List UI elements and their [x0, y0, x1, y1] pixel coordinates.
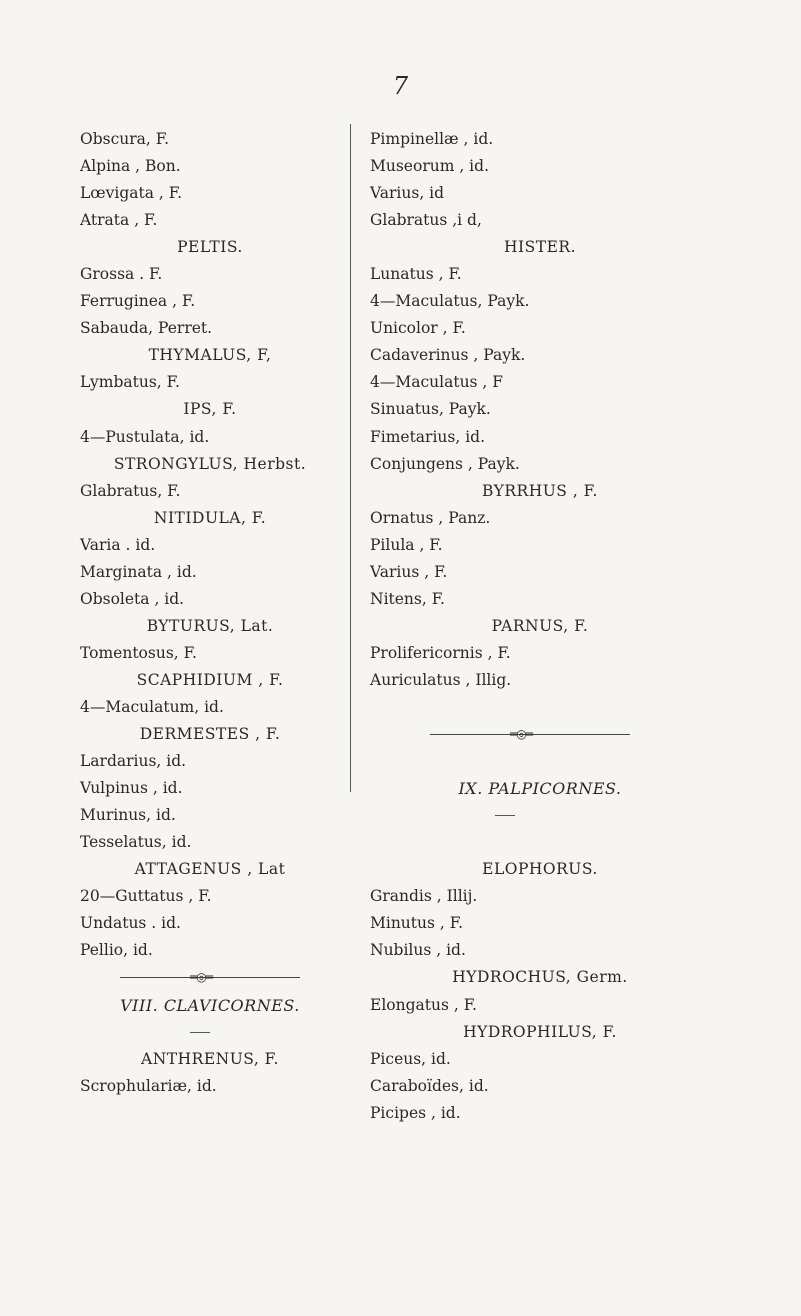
species-entry: Glabratus, F. [80, 481, 181, 500]
genus-heading: HISTER. [503, 238, 576, 257]
species-entry: Grossa . F. [80, 265, 163, 284]
species-entry: Vulpinus , id. [80, 779, 183, 798]
section-dash [80, 1019, 340, 1046]
species-entry: Alpina , Bon. [80, 157, 181, 176]
species-entry: Marginata , id. [80, 562, 197, 581]
species-entry: 4—Maculatus, Payk. [370, 292, 530, 311]
genus-heading: NITIDULA, F. [153, 508, 267, 527]
genus-heading: DERMESTES , F. [139, 725, 281, 744]
section-ornament [370, 721, 710, 748]
species-entry: Sinuatus, Payk. [370, 400, 491, 419]
species-entry: Obscura, F. [80, 130, 170, 148]
species-entry: Picipes , id. [370, 1103, 461, 1122]
species-entry: Grandis , Illij. [370, 887, 478, 906]
species-entry: Lymbatus, F. [80, 373, 180, 392]
section-dash [370, 802, 710, 829]
genus-heading: ELOPHORUS. [482, 860, 598, 879]
dash-rule [495, 815, 515, 816]
species-entry: Auriculatus , Illig. [370, 670, 512, 689]
species-entry: Minutus , F. [370, 914, 464, 933]
species-entry: Murinus, id. [80, 806, 176, 825]
species-entry: Lunatus , F. [370, 265, 462, 284]
genus-heading: BYRRHUS , F. [482, 481, 598, 500]
species-entry: 4—Maculatum, id. [80, 697, 224, 716]
page-number: 7 [392, 72, 409, 100]
blank-line [370, 829, 710, 856]
genus-heading: BYTURUS, Lat. [146, 616, 274, 635]
species-entry: Unicolor , F. [370, 319, 466, 338]
blank-line [370, 748, 710, 775]
species-entry: Undatus . id. [80, 914, 181, 933]
species-entry: Nubilus , id. [370, 941, 466, 960]
genus-heading: ATTAGENUS , Lat [134, 860, 286, 879]
genus-heading: HYDROCHUS, Germ. [452, 968, 628, 987]
genus-heading: HYDROPHILUS, F. [463, 1022, 617, 1041]
species-entry: Glabratus ,i d, [370, 211, 482, 230]
species-entry: Varius, id [370, 184, 445, 203]
section-heading: IX. PALPICORNES. [458, 779, 622, 799]
species-entry: Elongatus , F. [370, 995, 477, 1014]
species-entry: Pimpinellæ , id. [370, 130, 494, 148]
species-entry: 4—Maculatus , F [370, 373, 504, 392]
species-entry: Sabauda, Perret. [80, 319, 213, 338]
species-entry: Caraboïdes, id. [370, 1076, 489, 1095]
blank-line [370, 694, 710, 721]
species-entry: Conjungens , Payk. [370, 454, 520, 473]
species-entry: Piceus, id. [370, 1049, 451, 1068]
species-entry: Tesselatus, id. [80, 833, 192, 852]
species-entry: Ferruginea , F. [80, 292, 196, 311]
species-entry: Lœvigata , F. [80, 184, 183, 203]
species-entry: Varius , F. [370, 562, 448, 581]
species-entry: Cadaverinus , Payk. [370, 346, 526, 365]
species-entry: Museorum , id. [370, 157, 489, 176]
genus-heading: PARNUS, F. [491, 616, 589, 635]
species-entry: 4—Pustulata, id. [80, 427, 210, 446]
section-ornament [80, 964, 340, 991]
species-entry: Fimetarius, id. [370, 427, 486, 446]
species-entry: Pilula , F. [370, 535, 443, 554]
genus-heading: SCAPHIDIUM , F. [136, 670, 284, 689]
left-column [80, 126, 340, 1100]
ornament-glyph: ═◎═ [510, 727, 532, 742]
section-heading: VIII. CLAVICORNES. [120, 995, 300, 1015]
genus-heading: STRONGYLUS, Herbst. [113, 454, 307, 473]
genus-heading: ANTHRENUS, F. [141, 1049, 279, 1068]
column-divider [350, 124, 351, 792]
species-entry: Ornatus , Panz. [370, 508, 491, 527]
species-entry: Scrophulariæ, id. [80, 1076, 217, 1095]
genus-heading: THYMALUS, F, [148, 346, 272, 365]
ornament-glyph: ═◎═ [190, 970, 212, 985]
species-entry: Varia . id. [80, 535, 156, 554]
dash-rule [190, 1032, 210, 1033]
species-entry: Lardarius, id. [80, 752, 187, 771]
genus-heading: PELTIS. [177, 238, 243, 257]
right-column [370, 126, 710, 1127]
species-entry: 20—Guttatus , F. [80, 887, 212, 906]
genus-heading: IPS, F. [183, 400, 237, 419]
species-entry: Atrata , F. [80, 211, 158, 230]
species-entry: Prolifericornis , F. [370, 643, 511, 662]
species-entry: Obsoleta , id. [80, 589, 185, 608]
species-entry: Pellio, id. [80, 941, 153, 960]
species-entry: Nitens, F. [370, 589, 445, 608]
species-entry: Tomentosus, F. [80, 643, 197, 662]
